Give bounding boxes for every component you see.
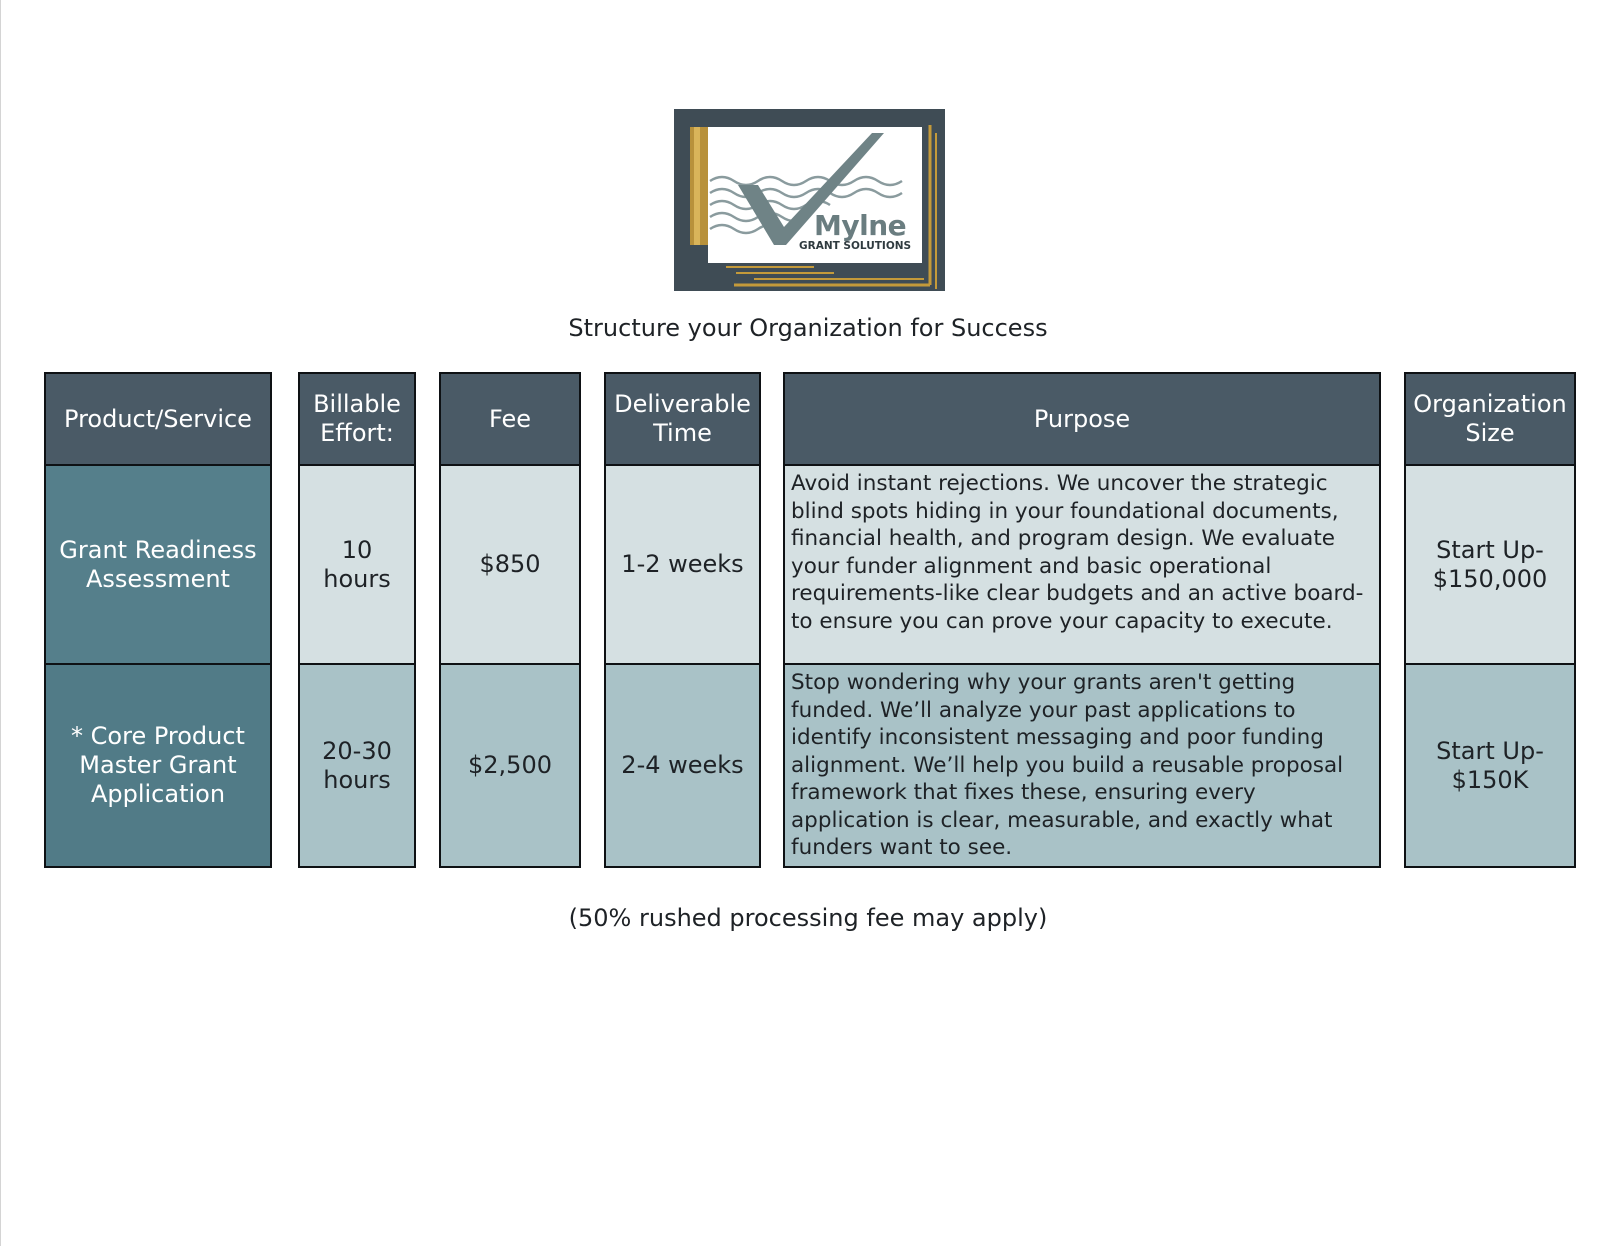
header-purpose: Purpose [785,374,1379,466]
cell-size-row1: Start Up- $150,000 [1406,466,1574,665]
column-deliverable-time [604,372,761,868]
cell-product-row1: Grant Readiness Assessment [46,466,270,665]
cell-product-row2: * Core Product Master Grant Application [46,665,270,866]
cell-time-row1: 1-2 weeks [606,466,759,665]
column-purpose [783,372,1381,868]
cell-time-row2: 2-4 weeks [606,665,759,866]
page-tagline: Structure your Organization for Success [568,314,1048,342]
logo-graphic [674,109,945,291]
page-left-border [0,0,1,1246]
cell-purpose-row2: Stop wondering why your grants aren't getting funded. We’ll analyze your past applications to identify inconsistent messaging and poor funding alignment. We’ll help you build a reusable proposal framework that fixes these, ensuring every application is clear, measurable, and exactly what funders want to see. [785,665,1379,866]
header-billable-effort: Billable Effort: [300,374,414,466]
mylne-logo [674,109,945,291]
column-product-service [44,372,272,868]
cell-fee-row2: $2,500 [441,665,579,866]
rush-fee-footnote: (50% rushed processing fee may apply) [568,904,1048,932]
header-fee: Fee [441,374,579,466]
cell-effort-row1: 10 hours [300,466,414,665]
logo-subtitle: GRANT SOLUTIONS [799,240,912,252]
header-organization-size: Organization Size [1406,374,1574,466]
column-billable-effort [298,372,416,868]
cell-fee-row1: $850 [441,466,579,665]
cell-purpose-row1: Avoid instant rejections. We uncover the strategic blind spots hiding in your foundational documents, financial health, and program design. We evaluate your funder alignment and basic operational requirements-like clear budgets and an active board-to ensure you can prove your capacity to execute. [785,466,1379,665]
column-fee [439,372,581,868]
cell-effort-row2: 20-30 hours [300,665,414,866]
column-organization-size [1404,372,1576,868]
header-product-service: Product/Service [46,374,270,466]
header-deliverable-time: Deliverable Time [606,374,759,466]
logo-wordmark: Mylne [814,209,907,242]
cell-size-row2: Start Up- $150K [1406,665,1574,866]
